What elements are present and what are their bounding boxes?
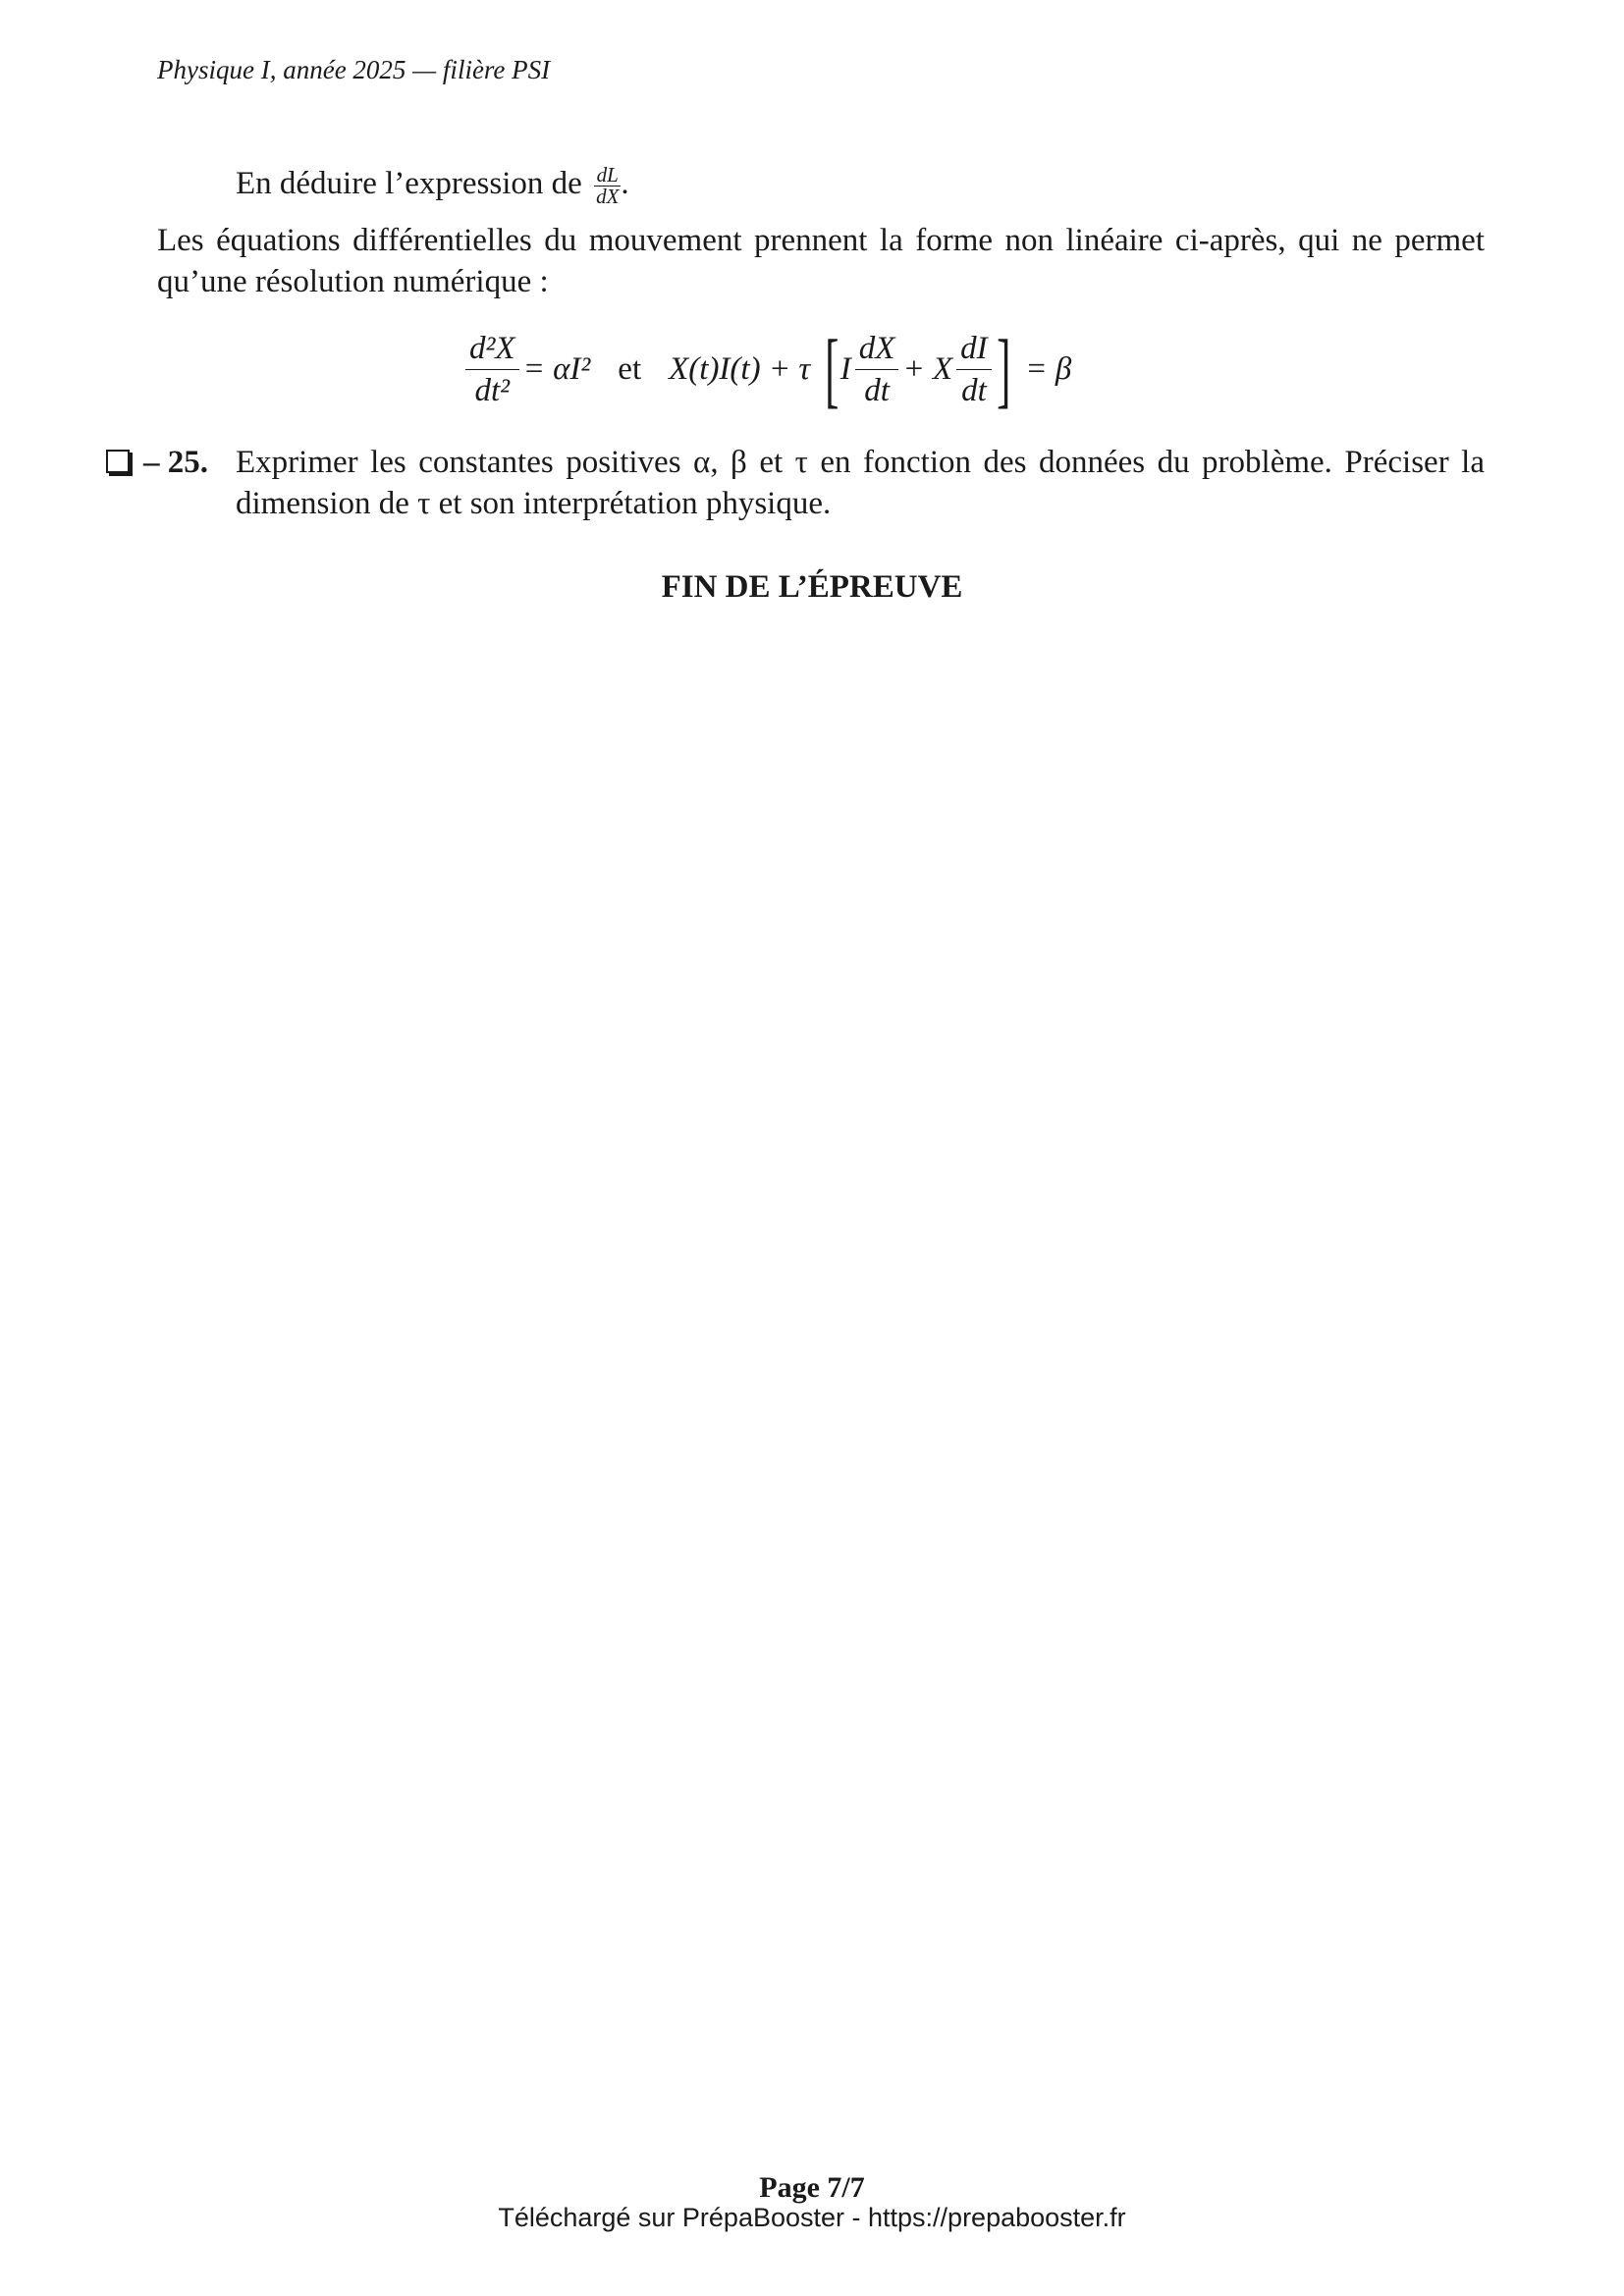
instruction-text: En déduire l’expression de	[236, 166, 582, 201]
derivative-fraction	[594, 162, 621, 208]
equation-conjunction: et	[618, 350, 642, 387]
fraction-numerator: dL	[594, 165, 621, 187]
question-marker: – 25.	[106, 442, 208, 483]
equation-term: X(t)I(t) + τ	[669, 350, 811, 387]
di-numerator: dI	[956, 330, 992, 370]
bracket-current: I	[839, 350, 851, 387]
equation-rhs-1: = αI²	[522, 350, 591, 387]
fraction-denominator: dX	[596, 184, 620, 208]
motion-equations	[461, 324, 1071, 414]
second-derivative-fraction	[465, 330, 519, 409]
question-25	[106, 442, 1485, 524]
lhs-numerator: d²X	[465, 330, 519, 370]
lhs-denominator: dt²	[474, 372, 511, 408]
equations-intro: Les équations différentielles du mouvement prennent la forme non linéaire ci-après, qui ne permet qu’une résolution numérique :	[157, 223, 1485, 299]
dx-numerator: dX	[855, 330, 899, 370]
di-denominator: dt	[961, 372, 987, 408]
instruction-line	[236, 163, 629, 207]
instruction-end: .	[621, 166, 629, 201]
checkbox-square-icon	[106, 450, 130, 473]
question-text: Exprimer les constantes positives α, β et τ en fonction des données du problème. Préciser la dimension de τ et son interprétation physique.	[236, 445, 1485, 521]
dx-denominator: dt	[864, 372, 890, 408]
left-bracket: [	[825, 322, 839, 416]
di-dt-fraction	[956, 330, 992, 409]
page-header: Physique I, année 2025 — filière PSI	[157, 55, 551, 84]
equation-rhs-2: = β	[1025, 350, 1072, 387]
question-number: – 25	[143, 445, 200, 480]
end-of-exam: FIN DE L’ÉPREUVE	[661, 569, 963, 605]
plus-x-term: + X	[902, 350, 953, 387]
dx-dt-fraction	[855, 330, 899, 409]
download-footer: Téléchargé sur PrépaBooster - https://prepabooster.fr	[498, 2203, 1126, 2232]
page-number: Page 7/7	[759, 2171, 865, 2204]
right-bracket: ]	[996, 322, 1011, 416]
